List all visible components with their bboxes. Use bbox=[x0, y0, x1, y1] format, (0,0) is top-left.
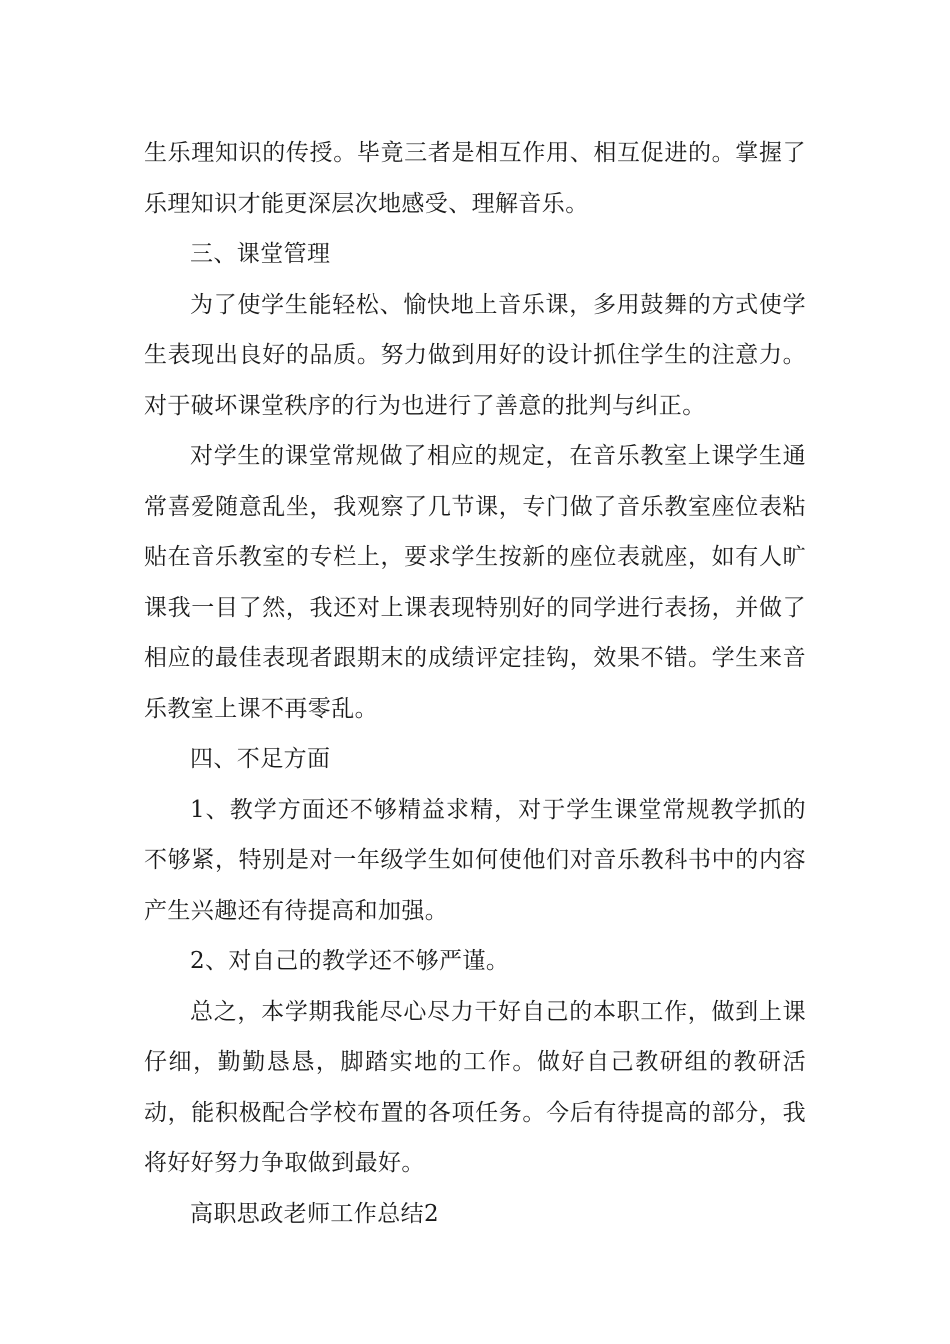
paragraph-classroom-encouragement: 为了使学生能轻松、愉快地上音乐课，多用鼓舞的方式使学生表现出良好的品质。努力做到用好的设计抓住学生的注意力。对于破坏课堂秩序的行为也进行了善意的批判与纠正。 bbox=[144, 291, 806, 419]
paragraph-seating-rules: 对学生的课堂常规做了相应的规定，在音乐教室上课学生通常喜爱随意乱坐，我观察了几节课，专门做了音乐教室座位表粘贴在音乐教室的专栏上，要求学生按新的座位表就座，如有人旷课我一目了然，我还对上课表现特别好的同学进行表扬，并做了相应的最佳表现者跟期末的成绩评定挂钩，效果不错。学生来音乐教室上课不再零乱。 bbox=[144, 443, 806, 722]
section-heading-shortcomings: 四、不足方面 bbox=[190, 746, 331, 772]
section-heading-classroom-management: 三、课堂管理 bbox=[190, 241, 331, 267]
paragraph-shortcoming-1: 1、教学方面还不够精益求精，对于学生课堂常规教学抓的不够紧，特别是对一年级学生如何使他们对音乐教科书中的内容产生兴趣还有待提高和加强。 bbox=[144, 796, 806, 924]
paragraph-shortcoming-2: 2、对自己的教学还不够严谨。 bbox=[190, 948, 510, 974]
document-body bbox=[144, 128, 806, 1239]
paragraph-conclusion: 总之，本学期我能尽心尽力干好自己的本职工作，做到上课仔细，勤勤恳恳，脚踏实地的工作。做好自己教研组的教研活动，能积极配合学校布置的各项任务。今后有待提高的部分，我将好好努力争取做到最好。 bbox=[144, 998, 806, 1176]
paragraph-continuation: 生乐理知识的传授。毕竟三者是相互作用、相互促进的。掌握了乐理知识才能更深层次地感受、理解音乐。 bbox=[144, 140, 806, 217]
document-subtitle: 高职思政老师工作总结2 bbox=[190, 1200, 440, 1227]
